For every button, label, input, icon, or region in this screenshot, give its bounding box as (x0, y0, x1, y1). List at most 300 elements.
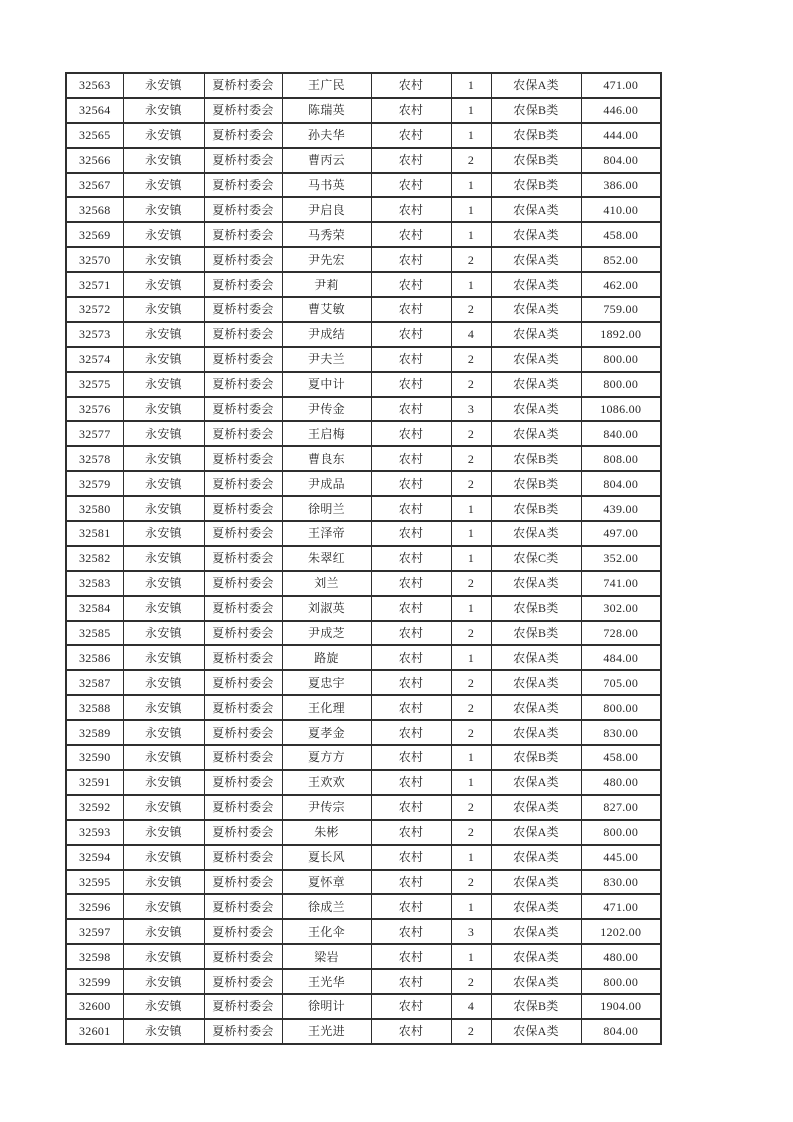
cell-town: 永安镇 (123, 670, 204, 695)
cell-person-count: 2 (451, 471, 491, 496)
cell-insurance-category: 农保A类 (491, 272, 581, 297)
cell-insurance-category: 农保A类 (491, 322, 581, 347)
cell-person-name: 徐成兰 (282, 894, 371, 919)
cell-serial-number: 32571 (66, 272, 123, 297)
cell-person-count: 2 (451, 1019, 491, 1044)
cell-amount: 410.00 (581, 197, 661, 222)
cell-household-type: 农村 (371, 123, 451, 148)
cell-serial-number: 32570 (66, 247, 123, 272)
cell-village-committee: 夏桥村委会 (204, 173, 282, 198)
cell-person-count: 1 (451, 770, 491, 795)
cell-insurance-category: 农保A类 (491, 247, 581, 272)
table-row (66, 944, 661, 969)
cell-village-committee: 夏桥村委会 (204, 197, 282, 222)
cell-insurance-category: 农保A类 (491, 770, 581, 795)
cell-serial-number: 32576 (66, 397, 123, 422)
cell-amount: 827.00 (581, 795, 661, 820)
cell-town: 永安镇 (123, 471, 204, 496)
cell-town: 永安镇 (123, 795, 204, 820)
cell-household-type: 农村 (371, 421, 451, 446)
cell-amount: 439.00 (581, 496, 661, 521)
cell-person-count: 4 (451, 994, 491, 1019)
table-row (66, 173, 661, 198)
cell-serial-number: 32575 (66, 372, 123, 397)
table-row (66, 645, 661, 670)
cell-amount: 1202.00 (581, 919, 661, 944)
table-row (66, 372, 661, 397)
cell-amount: 852.00 (581, 247, 661, 272)
cell-person-count: 1 (451, 521, 491, 546)
cell-household-type: 农村 (371, 645, 451, 670)
cell-amount: 800.00 (581, 372, 661, 397)
cell-person-count: 1 (451, 645, 491, 670)
cell-town: 永安镇 (123, 870, 204, 895)
cell-insurance-category: 农保A类 (491, 894, 581, 919)
cell-person-name: 尹传金 (282, 397, 371, 422)
table-row (66, 322, 661, 347)
cell-insurance-category: 农保B类 (491, 496, 581, 521)
cell-amount: 1892.00 (581, 322, 661, 347)
cell-amount: 840.00 (581, 421, 661, 446)
table-row (66, 247, 661, 272)
cell-person-count: 1 (451, 745, 491, 770)
cell-serial-number: 32596 (66, 894, 123, 919)
cell-insurance-category: 农保A类 (491, 372, 581, 397)
table-row (66, 745, 661, 770)
cell-serial-number: 32595 (66, 870, 123, 895)
cell-person-count: 2 (451, 969, 491, 994)
cell-amount: 302.00 (581, 596, 661, 621)
cell-serial-number: 32593 (66, 820, 123, 845)
cell-village-committee: 夏桥村委会 (204, 695, 282, 720)
cell-amount: 1086.00 (581, 397, 661, 422)
cell-amount: 705.00 (581, 670, 661, 695)
cell-amount: 484.00 (581, 645, 661, 670)
cell-serial-number: 32569 (66, 222, 123, 247)
cell-household-type: 农村 (371, 944, 451, 969)
table-row (66, 670, 661, 695)
cell-person-name: 梁岩 (282, 944, 371, 969)
cell-person-name: 曹良东 (282, 446, 371, 471)
cell-household-type: 农村 (371, 820, 451, 845)
cell-household-type: 农村 (371, 1019, 451, 1044)
table-row (66, 471, 661, 496)
cell-household-type: 农村 (371, 521, 451, 546)
cell-amount: 759.00 (581, 297, 661, 322)
cell-serial-number: 32565 (66, 123, 123, 148)
table-row (66, 222, 661, 247)
cell-village-committee: 夏桥村委会 (204, 123, 282, 148)
cell-household-type: 农村 (371, 98, 451, 123)
cell-person-count: 2 (451, 621, 491, 646)
cell-person-count: 3 (451, 919, 491, 944)
table-row (66, 446, 661, 471)
cell-insurance-category: 农保A类 (491, 571, 581, 596)
cell-person-name: 尹莉 (282, 272, 371, 297)
cell-household-type: 农村 (371, 197, 451, 222)
cell-household-type: 农村 (371, 695, 451, 720)
cell-serial-number: 32567 (66, 173, 123, 198)
cell-amount: 445.00 (581, 845, 661, 870)
cell-town: 永安镇 (123, 148, 204, 173)
cell-person-name: 马书英 (282, 173, 371, 198)
cell-amount: 804.00 (581, 1019, 661, 1044)
cell-village-committee: 夏桥村委会 (204, 795, 282, 820)
cell-insurance-category: 农保A类 (491, 1019, 581, 1044)
cell-insurance-category: 农保B类 (491, 123, 581, 148)
cell-town: 永安镇 (123, 297, 204, 322)
cell-town: 永安镇 (123, 123, 204, 148)
cell-person-name: 王广民 (282, 73, 371, 98)
cell-serial-number: 32582 (66, 546, 123, 571)
cell-village-committee: 夏桥村委会 (204, 596, 282, 621)
cell-village-committee: 夏桥村委会 (204, 471, 282, 496)
cell-person-count: 3 (451, 397, 491, 422)
cell-serial-number: 32578 (66, 446, 123, 471)
cell-person-name: 夏中计 (282, 372, 371, 397)
table-row (66, 123, 661, 148)
cell-serial-number: 32580 (66, 496, 123, 521)
cell-insurance-category: 农保A类 (491, 670, 581, 695)
cell-amount: 800.00 (581, 969, 661, 994)
cell-household-type: 农村 (371, 745, 451, 770)
cell-village-committee: 夏桥村委会 (204, 446, 282, 471)
cell-village-committee: 夏桥村委会 (204, 222, 282, 247)
cell-serial-number: 32598 (66, 944, 123, 969)
cell-insurance-category: 农保A类 (491, 222, 581, 247)
cell-town: 永安镇 (123, 247, 204, 272)
cell-serial-number: 32588 (66, 695, 123, 720)
cell-village-committee: 夏桥村委会 (204, 720, 282, 745)
cell-household-type: 农村 (371, 621, 451, 646)
cell-village-committee: 夏桥村委会 (204, 944, 282, 969)
table-row (66, 197, 661, 222)
cell-household-type: 农村 (371, 173, 451, 198)
cell-person-name: 夏方方 (282, 745, 371, 770)
cell-amount: 741.00 (581, 571, 661, 596)
cell-person-name: 王化理 (282, 695, 371, 720)
cell-village-committee: 夏桥村委会 (204, 770, 282, 795)
table-row (66, 272, 661, 297)
cell-amount: 804.00 (581, 148, 661, 173)
cell-town: 永安镇 (123, 546, 204, 571)
cell-person-name: 尹先宏 (282, 247, 371, 272)
cell-amount: 800.00 (581, 347, 661, 372)
cell-town: 永安镇 (123, 98, 204, 123)
table-row (66, 496, 661, 521)
cell-amount: 804.00 (581, 471, 661, 496)
cell-person-name: 夏怀章 (282, 870, 371, 895)
cell-town: 永安镇 (123, 446, 204, 471)
cell-amount: 386.00 (581, 173, 661, 198)
cell-serial-number: 32591 (66, 770, 123, 795)
cell-insurance-category: 农保A类 (491, 645, 581, 670)
cell-village-committee: 夏桥村委会 (204, 247, 282, 272)
cell-person-count: 1 (451, 98, 491, 123)
cell-serial-number: 32563 (66, 73, 123, 98)
cell-serial-number: 32564 (66, 98, 123, 123)
cell-town: 永安镇 (123, 322, 204, 347)
cell-person-count: 2 (451, 421, 491, 446)
cell-village-committee: 夏桥村委会 (204, 347, 282, 372)
cell-village-committee: 夏桥村委会 (204, 894, 282, 919)
cell-insurance-category: 农保A类 (491, 73, 581, 98)
cell-person-name: 夏忠宇 (282, 670, 371, 695)
cell-town: 永安镇 (123, 944, 204, 969)
cell-insurance-category: 农保A类 (491, 297, 581, 322)
cell-household-type: 农村 (371, 222, 451, 247)
cell-person-count: 1 (451, 173, 491, 198)
cell-person-count: 2 (451, 670, 491, 695)
cell-person-name: 曹丙云 (282, 148, 371, 173)
table-row (66, 820, 661, 845)
cell-insurance-category: 农保A类 (491, 919, 581, 944)
cell-insurance-category: 农保B类 (491, 446, 581, 471)
cell-insurance-category: 农保A类 (491, 969, 581, 994)
cell-town: 永安镇 (123, 695, 204, 720)
cell-household-type: 农村 (371, 397, 451, 422)
cell-insurance-category: 农保A类 (491, 347, 581, 372)
cell-insurance-category: 农保B类 (491, 621, 581, 646)
cell-household-type: 农村 (371, 372, 451, 397)
cell-household-type: 农村 (371, 571, 451, 596)
cell-amount: 1904.00 (581, 994, 661, 1019)
cell-serial-number: 32568 (66, 197, 123, 222)
cell-town: 永安镇 (123, 372, 204, 397)
cell-household-type: 农村 (371, 322, 451, 347)
cell-insurance-category: 农保A类 (491, 870, 581, 895)
cell-person-name: 陈瑞英 (282, 98, 371, 123)
cell-town: 永安镇 (123, 521, 204, 546)
cell-village-committee: 夏桥村委会 (204, 845, 282, 870)
table-row (66, 720, 661, 745)
cell-person-name: 尹成品 (282, 471, 371, 496)
cell-person-name: 尹成芝 (282, 621, 371, 646)
cell-town: 永安镇 (123, 994, 204, 1019)
cell-insurance-category: 农保B类 (491, 994, 581, 1019)
cell-amount: 458.00 (581, 745, 661, 770)
cell-household-type: 农村 (371, 919, 451, 944)
cell-town: 永安镇 (123, 73, 204, 98)
cell-serial-number: 32597 (66, 919, 123, 944)
cell-person-name: 尹夫兰 (282, 347, 371, 372)
cell-household-type: 农村 (371, 471, 451, 496)
cell-household-type: 农村 (371, 720, 451, 745)
cell-village-committee: 夏桥村委会 (204, 372, 282, 397)
cell-amount: 462.00 (581, 272, 661, 297)
cell-person-count: 1 (451, 845, 491, 870)
cell-town: 永安镇 (123, 596, 204, 621)
table-row (66, 695, 661, 720)
cell-person-name: 王泽帝 (282, 521, 371, 546)
cell-amount: 352.00 (581, 546, 661, 571)
cell-amount: 458.00 (581, 222, 661, 247)
table-row (66, 919, 661, 944)
cell-household-type: 农村 (371, 496, 451, 521)
cell-household-type: 农村 (371, 297, 451, 322)
table-row (66, 845, 661, 870)
cell-serial-number: 32599 (66, 969, 123, 994)
cell-serial-number: 32566 (66, 148, 123, 173)
cell-insurance-category: 农保B类 (491, 148, 581, 173)
cell-serial-number: 32579 (66, 471, 123, 496)
cell-amount: 497.00 (581, 521, 661, 546)
table-row (66, 397, 661, 422)
table-row (66, 421, 661, 446)
cell-household-type: 农村 (371, 73, 451, 98)
cell-serial-number: 32577 (66, 421, 123, 446)
table-row (66, 521, 661, 546)
cell-town: 永安镇 (123, 173, 204, 198)
cell-village-committee: 夏桥村委会 (204, 870, 282, 895)
cell-town: 永安镇 (123, 1019, 204, 1044)
cell-village-committee: 夏桥村委会 (204, 645, 282, 670)
cell-serial-number: 32589 (66, 720, 123, 745)
cell-person-count: 2 (451, 297, 491, 322)
cell-person-count: 2 (451, 795, 491, 820)
cell-person-count: 1 (451, 197, 491, 222)
table-row (66, 297, 661, 322)
cell-insurance-category: 农保A类 (491, 695, 581, 720)
cell-household-type: 农村 (371, 446, 451, 471)
cell-insurance-category: 农保A类 (491, 521, 581, 546)
cell-person-name: 曹艾敏 (282, 297, 371, 322)
cell-person-name: 徐明计 (282, 994, 371, 1019)
cell-person-count: 2 (451, 247, 491, 272)
cell-town: 永安镇 (123, 222, 204, 247)
cell-household-type: 农村 (371, 969, 451, 994)
cell-serial-number: 32584 (66, 596, 123, 621)
cell-amount: 728.00 (581, 621, 661, 646)
cell-person-name: 王欢欢 (282, 770, 371, 795)
cell-town: 永安镇 (123, 347, 204, 372)
cell-household-type: 农村 (371, 272, 451, 297)
cell-amount: 830.00 (581, 870, 661, 895)
cell-person-count: 1 (451, 73, 491, 98)
cell-town: 永安镇 (123, 496, 204, 521)
cell-household-type: 农村 (371, 845, 451, 870)
cell-person-name: 王光华 (282, 969, 371, 994)
cell-household-type: 农村 (371, 770, 451, 795)
cell-household-type: 农村 (371, 247, 451, 272)
cell-amount: 808.00 (581, 446, 661, 471)
cell-serial-number: 32574 (66, 347, 123, 372)
cell-village-committee: 夏桥村委会 (204, 745, 282, 770)
cell-person-count: 1 (451, 944, 491, 969)
cell-person-count: 1 (451, 546, 491, 571)
cell-person-count: 2 (451, 372, 491, 397)
cell-village-committee: 夏桥村委会 (204, 521, 282, 546)
cell-insurance-category: 农保B类 (491, 173, 581, 198)
cell-village-committee: 夏桥村委会 (204, 322, 282, 347)
cell-insurance-category: 农保A类 (491, 720, 581, 745)
cell-person-name: 王化伞 (282, 919, 371, 944)
cell-insurance-category: 农保A类 (491, 197, 581, 222)
cell-person-count: 1 (451, 222, 491, 247)
cell-insurance-category: 农保B类 (491, 596, 581, 621)
table-body (66, 73, 661, 1044)
cell-town: 永安镇 (123, 820, 204, 845)
cell-village-committee: 夏桥村委会 (204, 98, 282, 123)
cell-person-name: 尹成结 (282, 322, 371, 347)
cell-person-name: 尹传宗 (282, 795, 371, 820)
cell-town: 永安镇 (123, 272, 204, 297)
table-row (66, 546, 661, 571)
cell-insurance-category: 农保B类 (491, 745, 581, 770)
cell-amount: 471.00 (581, 894, 661, 919)
cell-person-name: 刘兰 (282, 571, 371, 596)
cell-person-count: 4 (451, 322, 491, 347)
cell-amount: 480.00 (581, 944, 661, 969)
cell-insurance-category: 农保A类 (491, 820, 581, 845)
cell-person-count: 2 (451, 820, 491, 845)
cell-household-type: 农村 (371, 596, 451, 621)
cell-household-type: 农村 (371, 148, 451, 173)
cell-village-committee: 夏桥村委会 (204, 1019, 282, 1044)
cell-person-count: 1 (451, 496, 491, 521)
table-row (66, 1019, 661, 1044)
cell-town: 永安镇 (123, 969, 204, 994)
cell-village-committee: 夏桥村委会 (204, 994, 282, 1019)
table-row (66, 596, 661, 621)
cell-insurance-category: 农保A类 (491, 795, 581, 820)
cell-household-type: 农村 (371, 670, 451, 695)
cell-village-committee: 夏桥村委会 (204, 621, 282, 646)
cell-serial-number: 32581 (66, 521, 123, 546)
table-row (66, 770, 661, 795)
cell-town: 永安镇 (123, 894, 204, 919)
cell-amount: 800.00 (581, 820, 661, 845)
cell-person-count: 2 (451, 148, 491, 173)
cell-person-count: 2 (451, 720, 491, 745)
cell-town: 永安镇 (123, 421, 204, 446)
cell-serial-number: 32572 (66, 297, 123, 322)
pension-roster-table (65, 72, 662, 1045)
cell-person-count: 2 (451, 695, 491, 720)
cell-village-committee: 夏桥村委会 (204, 73, 282, 98)
cell-town: 永安镇 (123, 571, 204, 596)
cell-person-name: 徐明兰 (282, 496, 371, 521)
cell-village-committee: 夏桥村委会 (204, 272, 282, 297)
cell-town: 永安镇 (123, 397, 204, 422)
cell-amount: 471.00 (581, 73, 661, 98)
cell-person-name: 王启梅 (282, 421, 371, 446)
cell-serial-number: 32592 (66, 795, 123, 820)
cell-insurance-category: 农保A类 (491, 421, 581, 446)
cell-insurance-category: 农保B类 (491, 471, 581, 496)
table-row (66, 571, 661, 596)
cell-serial-number: 32594 (66, 845, 123, 870)
cell-village-committee: 夏桥村委会 (204, 496, 282, 521)
cell-person-name: 王光进 (282, 1019, 371, 1044)
cell-person-count: 1 (451, 123, 491, 148)
cell-person-name: 马秀荣 (282, 222, 371, 247)
cell-village-committee: 夏桥村委会 (204, 670, 282, 695)
cell-insurance-category: 农保B类 (491, 98, 581, 123)
cell-person-count: 1 (451, 894, 491, 919)
table-row (66, 73, 661, 98)
cell-village-committee: 夏桥村委会 (204, 820, 282, 845)
cell-person-count: 2 (451, 446, 491, 471)
cell-village-committee: 夏桥村委会 (204, 148, 282, 173)
cell-insurance-category: 农保A类 (491, 397, 581, 422)
cell-household-type: 农村 (371, 347, 451, 372)
cell-town: 永安镇 (123, 745, 204, 770)
cell-person-name: 路旋 (282, 645, 371, 670)
cell-person-name: 朱翠红 (282, 546, 371, 571)
cell-person-name: 刘淑英 (282, 596, 371, 621)
cell-village-committee: 夏桥村委会 (204, 397, 282, 422)
